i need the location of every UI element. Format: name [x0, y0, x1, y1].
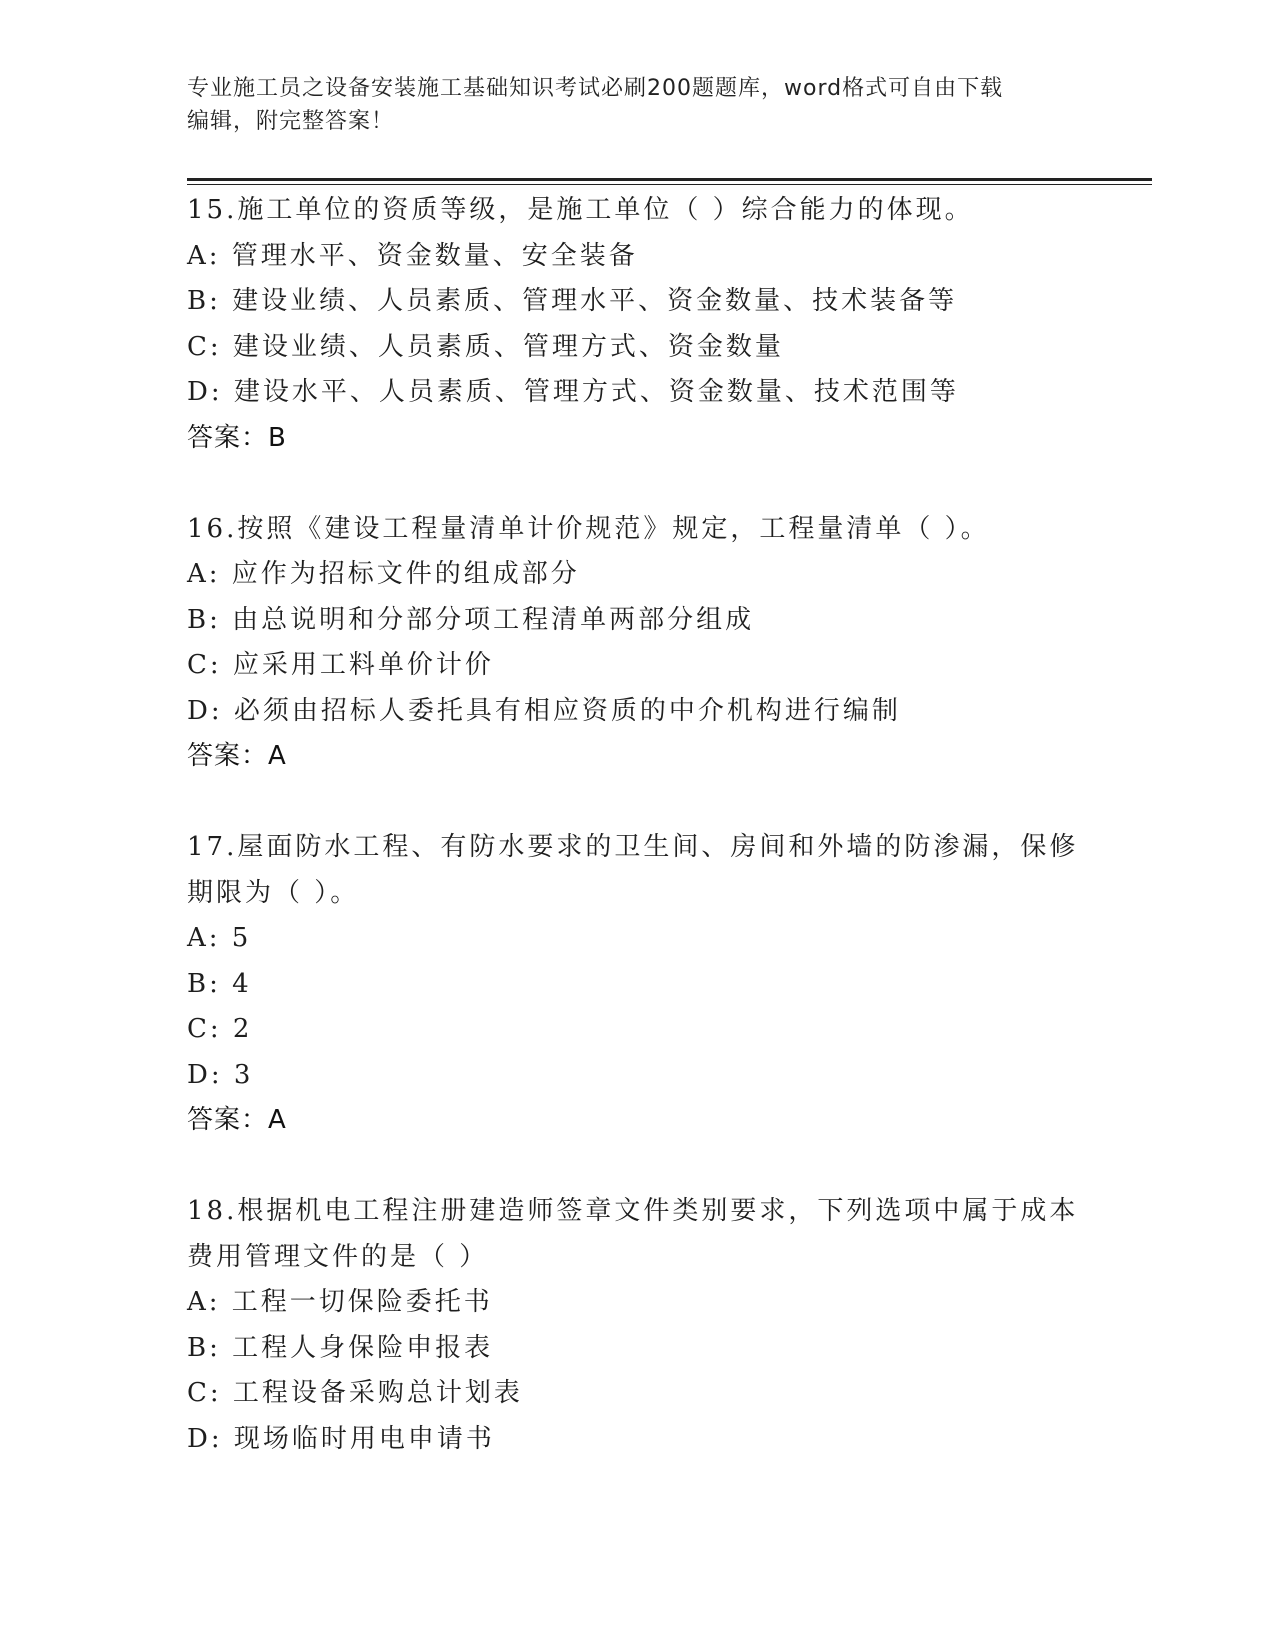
- question-stem-line-1: 18.根据机电工程注册建造师签章文件类别要求，下列选项中属于成本: [187, 1196, 1079, 1226]
- option-c: C: 2: [187, 1014, 253, 1044]
- spacer: [187, 461, 1137, 507]
- question-list: [187, 188, 1137, 1462]
- answer-label: 答案：A: [187, 741, 287, 771]
- spacer: [187, 780, 1137, 826]
- question-15: [187, 188, 1137, 461]
- header-line-1: 专业施工员之设备安装施工基础知识考试必刷200题题库，word格式可自由下载: [187, 76, 1004, 101]
- option-a: A: 5: [187, 923, 252, 953]
- question-17: [187, 825, 1137, 1144]
- option-d: D: 3: [187, 1059, 254, 1090]
- header-divider-thick: [187, 178, 1152, 181]
- option-d: D: 建设水平、人员素质、管理方式、资金数量、技术范围等: [187, 377, 959, 407]
- option-d: D: 现场临时用电申请书: [187, 1423, 495, 1454]
- spacer: [187, 1144, 1137, 1190]
- header-line-2: 编辑，附完整答案！: [187, 109, 395, 134]
- option-a: A: 应作为招标文件的组成部分: [187, 559, 580, 589]
- option-a: A: 工程一切保险委托书: [187, 1287, 493, 1317]
- answer-label: 答案：A: [187, 1105, 287, 1135]
- question-stem: 16.按照《建设工程量清单计价规范》规定，工程量清单（ ）。: [187, 513, 990, 544]
- option-c: C: 建设业绩、人员素质、管理方式、资金数量: [187, 331, 784, 362]
- option-b: B: 由总说明和分部分项工程清单两部分组成: [187, 604, 755, 635]
- question-16: [187, 507, 1137, 780]
- question-stem: 15.施工单位的资质等级，是施工单位（ ）综合能力的体现。: [187, 195, 974, 225]
- option-d: D: 必须由招标人委托具有相应资质的中介机构进行编制: [187, 695, 901, 726]
- option-c: C: 工程设备采购总计划表: [187, 1378, 523, 1408]
- question-stem-line-2: 费用管理文件的是（ ）: [187, 1241, 489, 1272]
- option-c: C: 应采用工料单价计价: [187, 650, 494, 680]
- option-b: B: 4: [187, 968, 252, 999]
- option-b: B: 建设业绩、人员素质、管理水平、资金数量、技术装备等: [187, 286, 958, 316]
- answer-label: 答案：B: [187, 422, 287, 453]
- question-stem-line-2: 期限为（ ）。: [187, 877, 360, 908]
- header-divider-thin: [187, 184, 1152, 185]
- question-stem-line-1: 17.屋面防水工程、有防水要求的卫生间、房间和外墙的防渗漏，保修: [187, 832, 1079, 862]
- question-18: [187, 1189, 1137, 1462]
- option-a: A: 管理水平、资金数量、安全装备: [187, 240, 638, 271]
- option-b: B: 工程人身保险申报表: [187, 1332, 494, 1363]
- document-header: [187, 72, 1067, 138]
